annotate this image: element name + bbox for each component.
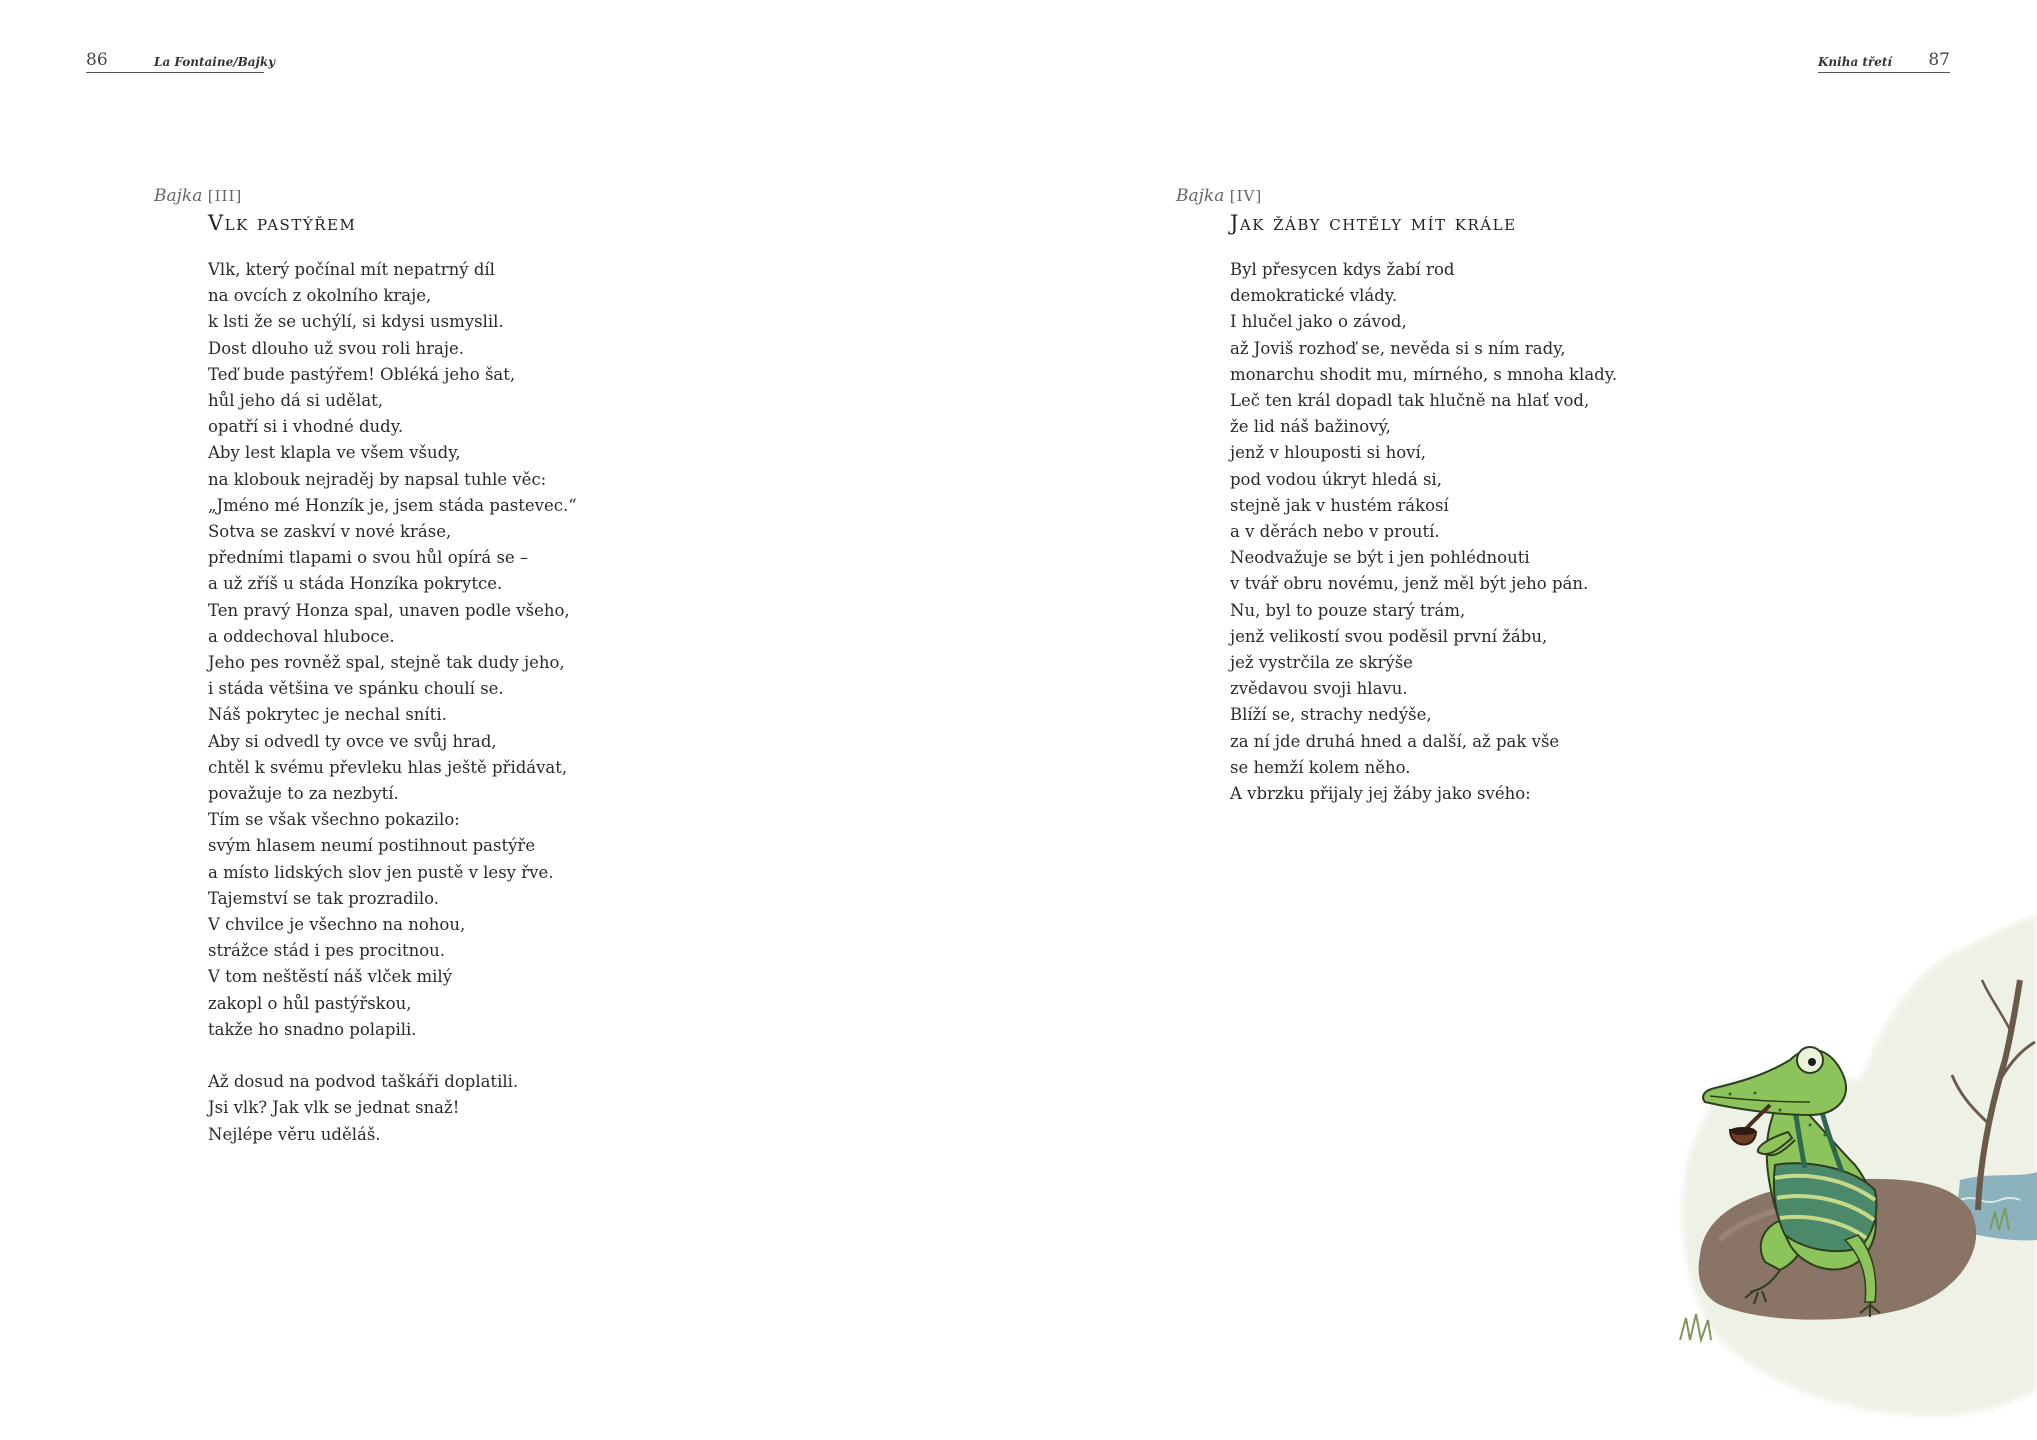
- poem-line: na klobouk nejraděj by napsal tuhle věc:: [208, 469, 547, 489]
- poem-line: Aby si odvedl ty ovce ve svůj hrad,: [208, 731, 497, 751]
- poem-line: Nu, byl to pouze starý trám,: [1230, 600, 1466, 620]
- poem-line: Jsi vlk? Jak vlk se jednat snaž!: [208, 1098, 460, 1118]
- frog-illustration: [1660, 910, 2037, 1440]
- poem-line: demokratické vlády.: [1230, 286, 1398, 306]
- poem-line: Tím se však všechno pokazilo:: [208, 810, 460, 830]
- fable-label-number: [IV]: [1229, 187, 1263, 205]
- poem: [208, 257, 577, 1148]
- poem-line: Náš pokrytec je nechal sníti.: [208, 705, 447, 725]
- poem-line: Blíží se, strachy nedýše,: [1230, 705, 1432, 725]
- poem-line: strážce stád i pes procitnou.: [208, 941, 446, 961]
- fable-title: Jak žáby chtěly mít krále: [1230, 211, 1517, 235]
- poem-line: za ní jde druhá hned a další, až pak vše: [1230, 731, 1560, 751]
- poem-line: a místo lidských slov jen pustě v lesy řve.: [208, 862, 554, 882]
- poem-line: Vlk, který počínal mít nepatrný díl: [208, 260, 495, 279]
- poem-line: a už zříš u stáda Honzíka pokrytce.: [208, 574, 503, 594]
- running-head-left: La Fontaine/Bajky: [154, 55, 276, 69]
- poem-line: v tvář obru novému, jenž měl být jeho pán.: [1230, 574, 1589, 594]
- running-head-right: Kniha třetí: [1818, 55, 1892, 69]
- poem-line: Až dosud na podvod taškáři doplatili.: [208, 1072, 519, 1092]
- poem-line: svým hlasem neumí postihnout pastýře: [208, 836, 536, 856]
- poem-line: I hlučel jako o závod,: [1230, 312, 1407, 332]
- poem-line: Tajemství se tak prozradilo.: [208, 888, 440, 908]
- poem-line: zvědavou svoji hlavu.: [1230, 679, 1408, 699]
- fable-label-word: Bajka: [1176, 186, 1225, 206]
- poem-line: Dost dlouho už svou roli hraje.: [208, 338, 464, 358]
- poem-line: i stáda většina ve spánku choulí se.: [208, 679, 504, 699]
- poem-line: monarchu shodit mu, mírného, s mnoha klady.: [1230, 364, 1618, 384]
- poem-line: opatří si i vhodné dudy.: [208, 417, 404, 437]
- poem-line: a oddechoval hluboce.: [208, 626, 395, 646]
- poem-line: pod vodou úkryt hledá si,: [1230, 469, 1442, 489]
- poem-line: Sotva se zaskví v nové kráse,: [208, 522, 452, 542]
- poem-line: se hemží kolem něho.: [1230, 757, 1411, 777]
- poem-line: Teď bude pastýřem! Obléká jeho šat,: [208, 364, 516, 384]
- poem-line: předními tlapami o svou hůl opírá se –: [208, 548, 529, 568]
- poem-line: V chvilce je všechno na nohou,: [208, 915, 466, 935]
- fable-iii: [154, 186, 577, 1148]
- poem-line: až Joviš rozhoď se, nevěda si s ním rady,: [1230, 338, 1566, 358]
- poem-line: stejně jak v hustém rákosí: [1230, 495, 1449, 515]
- poem-line: na ovcích z okolního kraje,: [208, 286, 432, 306]
- poem-line: Aby lest klapla ve všem všudy,: [208, 443, 461, 463]
- poem-line: považuje to za nezbytí.: [208, 784, 399, 804]
- page-number-left: 86: [86, 50, 108, 70]
- left-running-head: [86, 50, 276, 73]
- poem-line: Leč ten král dopadl tak hlučně na hlať vod,: [1230, 391, 1590, 411]
- poem-line: A vbrzku přijaly jej žáby jako svého:: [1230, 784, 1531, 804]
- fable-label: [1176, 186, 1617, 206]
- right-running-head: [1818, 50, 1950, 73]
- poem-line: jenž velikostí svou poděsil první žábu,: [1230, 626, 1548, 646]
- poem-line: jenž v hlouposti si hoví,: [1230, 443, 1426, 463]
- fable-iv: [1176, 186, 1617, 807]
- stanza: [208, 1069, 577, 1148]
- poem-line: k lsti že se uchýlí, si kdysi usmyslil.: [208, 312, 504, 332]
- stanza: [208, 257, 577, 1043]
- poem: [1230, 257, 1617, 807]
- poem-line: takže ho snadno polapili.: [208, 1019, 417, 1039]
- poem-line: Ten pravý Honza spal, unaven podle všeho,: [208, 600, 570, 620]
- stanza: [1230, 257, 1617, 807]
- poem-line: a v děrách nebo v proutí.: [1230, 522, 1440, 542]
- poem-line: že lid náš bažinový,: [1230, 417, 1391, 437]
- poem-line: Nejlépe věru uděláš.: [208, 1124, 381, 1144]
- fable-label-number: [III]: [207, 187, 243, 205]
- poem-line: zakopl o hůl pastýřskou,: [208, 993, 412, 1013]
- poem-line: hůl jeho dá si udělat,: [208, 391, 384, 411]
- poem-line: jež vystrčila ze skrýše: [1230, 653, 1413, 673]
- poem-line: „Jméno mé Honzík je, jsem stáda pastevec.“: [208, 495, 577, 515]
- poem-line: Byl přesycen kdys žabí rod: [1230, 260, 1455, 279]
- poem-line: chtěl k svému převleku hlas ještě přidávat,: [208, 757, 568, 777]
- poem-line: Jeho pes rovněž spal, stejně tak dudy jeho,: [208, 653, 565, 673]
- fable-title: Vlk pastýřem: [208, 211, 357, 235]
- page-number-right: 87: [1928, 50, 1950, 70]
- fable-label-word: Bajka: [154, 186, 203, 206]
- fable-label: [154, 186, 577, 206]
- poem-line: V tom neštěstí náš vlček milý: [208, 967, 453, 987]
- poem-line: Neodvažuje se být i jen pohlédnouti: [1230, 548, 1530, 568]
